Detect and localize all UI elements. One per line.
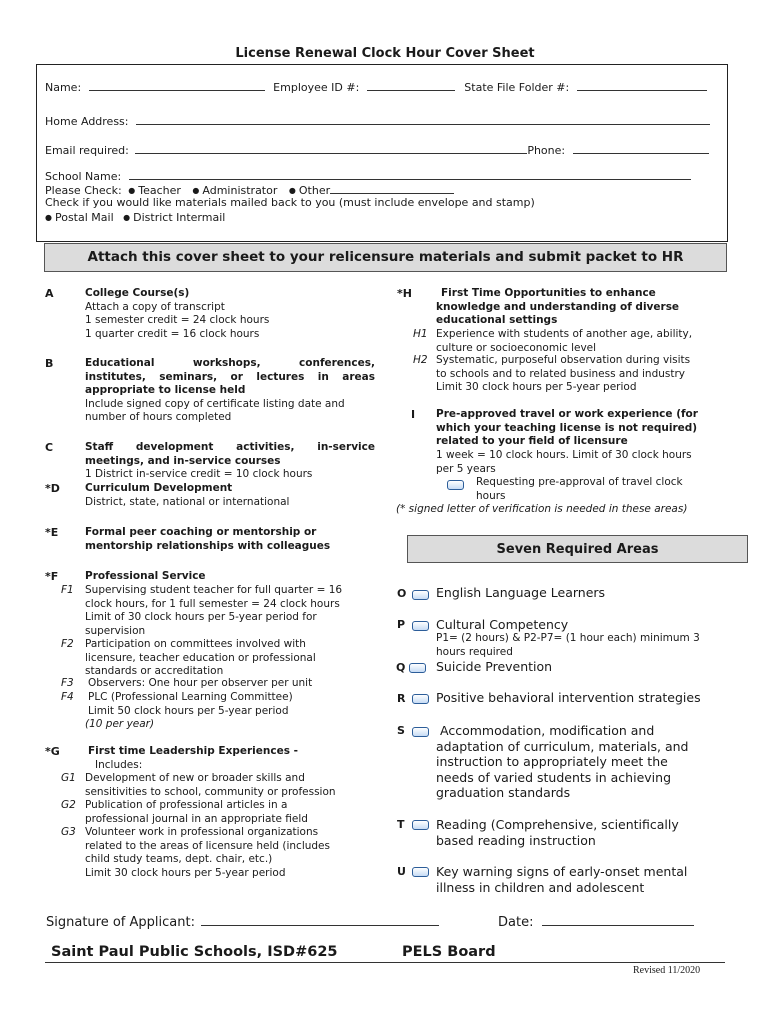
- employee-id-label: Employee ID #:: [273, 81, 360, 94]
- g2-line: Publication of professional articles in a: [85, 799, 288, 811]
- section-c-title: Staff development activities, in-service: [85, 441, 375, 453]
- g3-line: Limit 30 clock hours per 5-year period: [85, 866, 286, 879]
- area-s-line: needs of varied students in achieving: [436, 769, 671, 785]
- school-label: School Name:: [45, 170, 122, 183]
- section-c-title: meetings, and in-service courses: [85, 454, 281, 467]
- section-f-letter: *F: [45, 570, 59, 583]
- section-i-letter: I: [411, 408, 416, 421]
- travel-preapproval-checkbox[interactable]: [447, 480, 464, 490]
- section-g-includes: Includes:: [95, 759, 143, 771]
- section-e-title: mentorship relationships with colleagues: [85, 539, 331, 552]
- area-t-line: Reading (Comprehensive, scientifically: [436, 817, 679, 832]
- g2-label: G2: [61, 799, 76, 811]
- f1-line: Limit of 30 clock hours per 5-year period for: [85, 611, 317, 624]
- section-e-title: Formal peer coaching or mentorship or: [85, 526, 317, 538]
- area-p-sub-line: P1= (2 hours) & P2-P7= (1 hour each) minimum 3: [436, 632, 700, 644]
- section-i-text: [436, 449, 736, 476]
- travel-preapproval-text: [476, 476, 726, 503]
- school-row: [45, 168, 691, 183]
- g2-line: professional journal in an appropriate field: [85, 812, 308, 825]
- f2-line: standards or accreditation: [85, 665, 224, 678]
- section-d-line: District, state, national or international: [85, 495, 290, 508]
- section-c-line: 1 District in-service credit = 10 clock hours: [85, 468, 313, 481]
- area-u-letter: U: [397, 865, 406, 878]
- area-s-letter: S: [397, 724, 405, 737]
- signature-field[interactable]: [201, 912, 439, 926]
- f1-line: supervision: [85, 624, 146, 637]
- date-field[interactable]: [542, 912, 694, 926]
- section-e-letter: *E: [45, 526, 59, 539]
- f2-line: licensure, teacher education or professional: [85, 651, 316, 664]
- h1-text: [436, 328, 736, 355]
- postal-mail-option[interactable]: ● Postal Mail: [45, 211, 114, 224]
- section-d: [85, 482, 375, 509]
- footer-rule: [45, 962, 725, 963]
- home-address-field[interactable]: [136, 113, 710, 125]
- section-b: [85, 357, 375, 425]
- area-s-line: instruction to appropriately meet the: [436, 754, 668, 770]
- section-h-title: [436, 287, 736, 328]
- h2-line: Limit 30 clock hours per 5-year period: [436, 381, 637, 394]
- mail-options-row: [45, 211, 225, 224]
- f-per-year: (10 per year): [85, 718, 155, 730]
- teacher-option[interactable]: ● Teacher: [128, 184, 181, 197]
- state-folder-field[interactable]: [577, 79, 707, 91]
- area-r-checkbox[interactable]: [412, 694, 429, 704]
- area-p-sub-line: hours required: [436, 645, 513, 658]
- h2-label: H2: [413, 354, 428, 366]
- role-row: [45, 182, 454, 197]
- g2-text: [85, 799, 375, 826]
- g3-text: [85, 826, 375, 880]
- f-limit: Limit 50 clock hours per 5-year period: [88, 705, 289, 717]
- section-h-title-line: knowledge and understanding of diverse: [436, 300, 680, 313]
- employee-id-field[interactable]: [367, 79, 455, 91]
- f2-line: Participation on committees involved with: [85, 638, 306, 650]
- section-b-line: Include signed copy of certificate listing date and: [85, 397, 345, 410]
- footer-district: Saint Paul Public Schools, ISD#625: [51, 944, 338, 960]
- h2-line: Systematic, purposeful observation during visits: [436, 354, 691, 366]
- name-row: [45, 79, 707, 94]
- area-p-sub: [436, 632, 746, 659]
- section-h-letter: *H: [397, 287, 412, 300]
- h1-label: H1: [413, 328, 428, 340]
- email-row: [45, 142, 709, 157]
- area-u-line: illness in children and adolescent: [436, 879, 645, 895]
- area-q-text: Suicide Prevention: [436, 659, 553, 674]
- f3-label: F3: [61, 677, 74, 689]
- area-o-letter: O: [397, 587, 407, 600]
- section-a: [85, 287, 375, 341]
- area-r-letter: R: [397, 692, 406, 705]
- f1-line: clock hours, for 1 full semester = 24 clock hours: [85, 597, 340, 610]
- section-i-title-line: Pre-approved travel or work experience (for: [436, 408, 698, 420]
- section-d-title: Curriculum Development: [85, 482, 233, 494]
- name-field[interactable]: [89, 79, 265, 91]
- section-b-letter: B: [45, 357, 54, 370]
- f2-text: [85, 638, 375, 679]
- section-a-letter: A: [45, 287, 54, 300]
- g1-label: G1: [61, 772, 76, 784]
- h2-line: to schools and to related business and industry: [436, 367, 686, 380]
- f1-label: F1: [61, 584, 74, 596]
- area-s-line: adaptation of curriculum, materials, and: [436, 738, 689, 754]
- section-d-letter: *D: [45, 482, 60, 495]
- area-s-text: [436, 723, 746, 801]
- district-intermail-option[interactable]: ● District Intermail: [123, 211, 225, 224]
- section-i-line: per 5 years: [436, 462, 496, 475]
- area-u-checkbox[interactable]: [412, 867, 429, 877]
- area-t-line: based reading instruction: [436, 832, 596, 848]
- signature-label: Signature of Applicant:: [46, 915, 195, 930]
- administrator-option[interactable]: ● Administrator: [192, 184, 277, 197]
- page-title: License Renewal Clock Hour Cover Sheet: [235, 46, 535, 61]
- school-field[interactable]: [129, 168, 691, 180]
- home-address-row: [45, 113, 710, 128]
- section-b-title: institutes, seminars, or lectures in areas: [85, 370, 375, 383]
- area-t-text: [436, 817, 746, 848]
- other-option[interactable]: ● Other: [289, 184, 330, 197]
- section-i-line: 1 week = 10 clock hours. Limit of 30 clock hours: [436, 449, 692, 461]
- footer-pels-board: PELS Board: [402, 944, 496, 960]
- area-o-text: English Language Learners: [436, 585, 606, 600]
- section-a-line: Attach a copy of transcript: [85, 300, 225, 313]
- g3-line: Volunteer work in professional organizations: [85, 826, 319, 838]
- area-o-checkbox[interactable]: [412, 590, 429, 600]
- signature-row: [46, 912, 439, 930]
- section-a-title: College Course(s): [85, 287, 190, 299]
- g1-text: [85, 772, 375, 799]
- f2-label: F2: [61, 638, 74, 650]
- section-b-line: number of hours completed: [85, 411, 232, 424]
- section-a-line: 1 semester credit = 24 clock hours: [85, 314, 270, 327]
- other-field[interactable]: [330, 182, 454, 194]
- area-t-letter: T: [397, 818, 405, 831]
- date-row: [498, 912, 694, 930]
- email-field[interactable]: [135, 142, 527, 154]
- area-r-text: Positive behavioral intervention strategies: [436, 690, 701, 705]
- h1-line: culture or socioeconomic level: [436, 341, 597, 354]
- seven-areas-header: Seven Required Areas: [407, 535, 748, 563]
- section-i-title-line: which your teaching license is not required): [436, 421, 698, 434]
- g1-line: sensitivities to school, community or profession: [85, 785, 336, 798]
- revised-date: Revised 11/2020: [633, 965, 701, 976]
- section-g-letter: *G: [45, 745, 60, 758]
- phone-label: Phone:: [527, 144, 566, 157]
- section-a-line: 1 quarter credit = 16 clock hours: [85, 327, 260, 340]
- section-e: [85, 526, 375, 553]
- h1-line: Experience with students of another age, ability,: [436, 328, 693, 340]
- section-i-title: [436, 408, 736, 449]
- section-g-title: First time Leadership Experiences -: [88, 745, 298, 757]
- area-s-line: Accommodation, modification and: [440, 723, 655, 738]
- area-u-text: [436, 864, 746, 895]
- attach-banner: Attach this cover sheet to your relicensure materials and submit packet to HR: [44, 243, 727, 272]
- section-h-title-line: First Time Opportunities to enhance: [441, 287, 656, 299]
- travel-preapproval-line: Requesting pre-approval of travel clock: [476, 476, 683, 488]
- email-label: Email required:: [45, 144, 129, 157]
- date-label: Date:: [498, 915, 534, 930]
- section-c: [85, 441, 375, 482]
- travel-preapproval-line: hours: [476, 489, 506, 502]
- section-b-title: Educational workshops, conferences,: [85, 357, 375, 369]
- section-c-letter: C: [45, 441, 54, 454]
- f4-label: F4: [61, 691, 74, 703]
- area-s-checkbox[interactable]: [412, 727, 429, 737]
- g1-line: Development of new or broader skills and: [85, 772, 305, 784]
- area-q-letter: Q: [396, 661, 406, 674]
- area-p-checkbox[interactable]: [412, 621, 429, 631]
- section-h-title-line: educational settings: [436, 314, 558, 327]
- f4-text: PLC (Professional Learning Committee): [88, 691, 293, 703]
- state-folder-label: State File Folder #:: [464, 81, 570, 94]
- phone-field[interactable]: [573, 142, 709, 154]
- home-address-label: Home Address:: [45, 115, 129, 128]
- area-s-line: graduation standards: [436, 785, 571, 801]
- mail-note: Check if you would like materials mailed back to you (must include envelope and stamp): [45, 196, 535, 209]
- g3-line: related to the areas of licensure held (includes: [85, 839, 330, 852]
- area-p-text: Cultural Competency: [436, 617, 569, 632]
- g3-line: child study teams, dept. chair, etc.): [85, 853, 273, 866]
- verification-note: (* signed letter of verification is needed in these areas): [396, 503, 688, 515]
- f1-text: [85, 584, 375, 638]
- area-u-line: Key warning signs of early-onset mental: [436, 864, 688, 879]
- section-i-title-line: related to your field of licensure: [436, 435, 628, 448]
- area-p-letter: P: [397, 618, 406, 631]
- f1-line: Supervising student teacher for full quarter = 16: [85, 584, 343, 596]
- please-check-label: Please Check:: [45, 184, 122, 197]
- section-f-title: Professional Service: [85, 570, 206, 582]
- h2-text: [436, 354, 736, 395]
- name-label: Name:: [45, 81, 82, 94]
- area-q-checkbox[interactable]: [409, 663, 426, 673]
- g3-label: G3: [61, 826, 76, 838]
- section-b-title: appropriate to license held: [85, 384, 246, 397]
- f3-text: Observers: One hour per observer per unit: [88, 677, 313, 689]
- area-t-checkbox[interactable]: [412, 820, 429, 830]
